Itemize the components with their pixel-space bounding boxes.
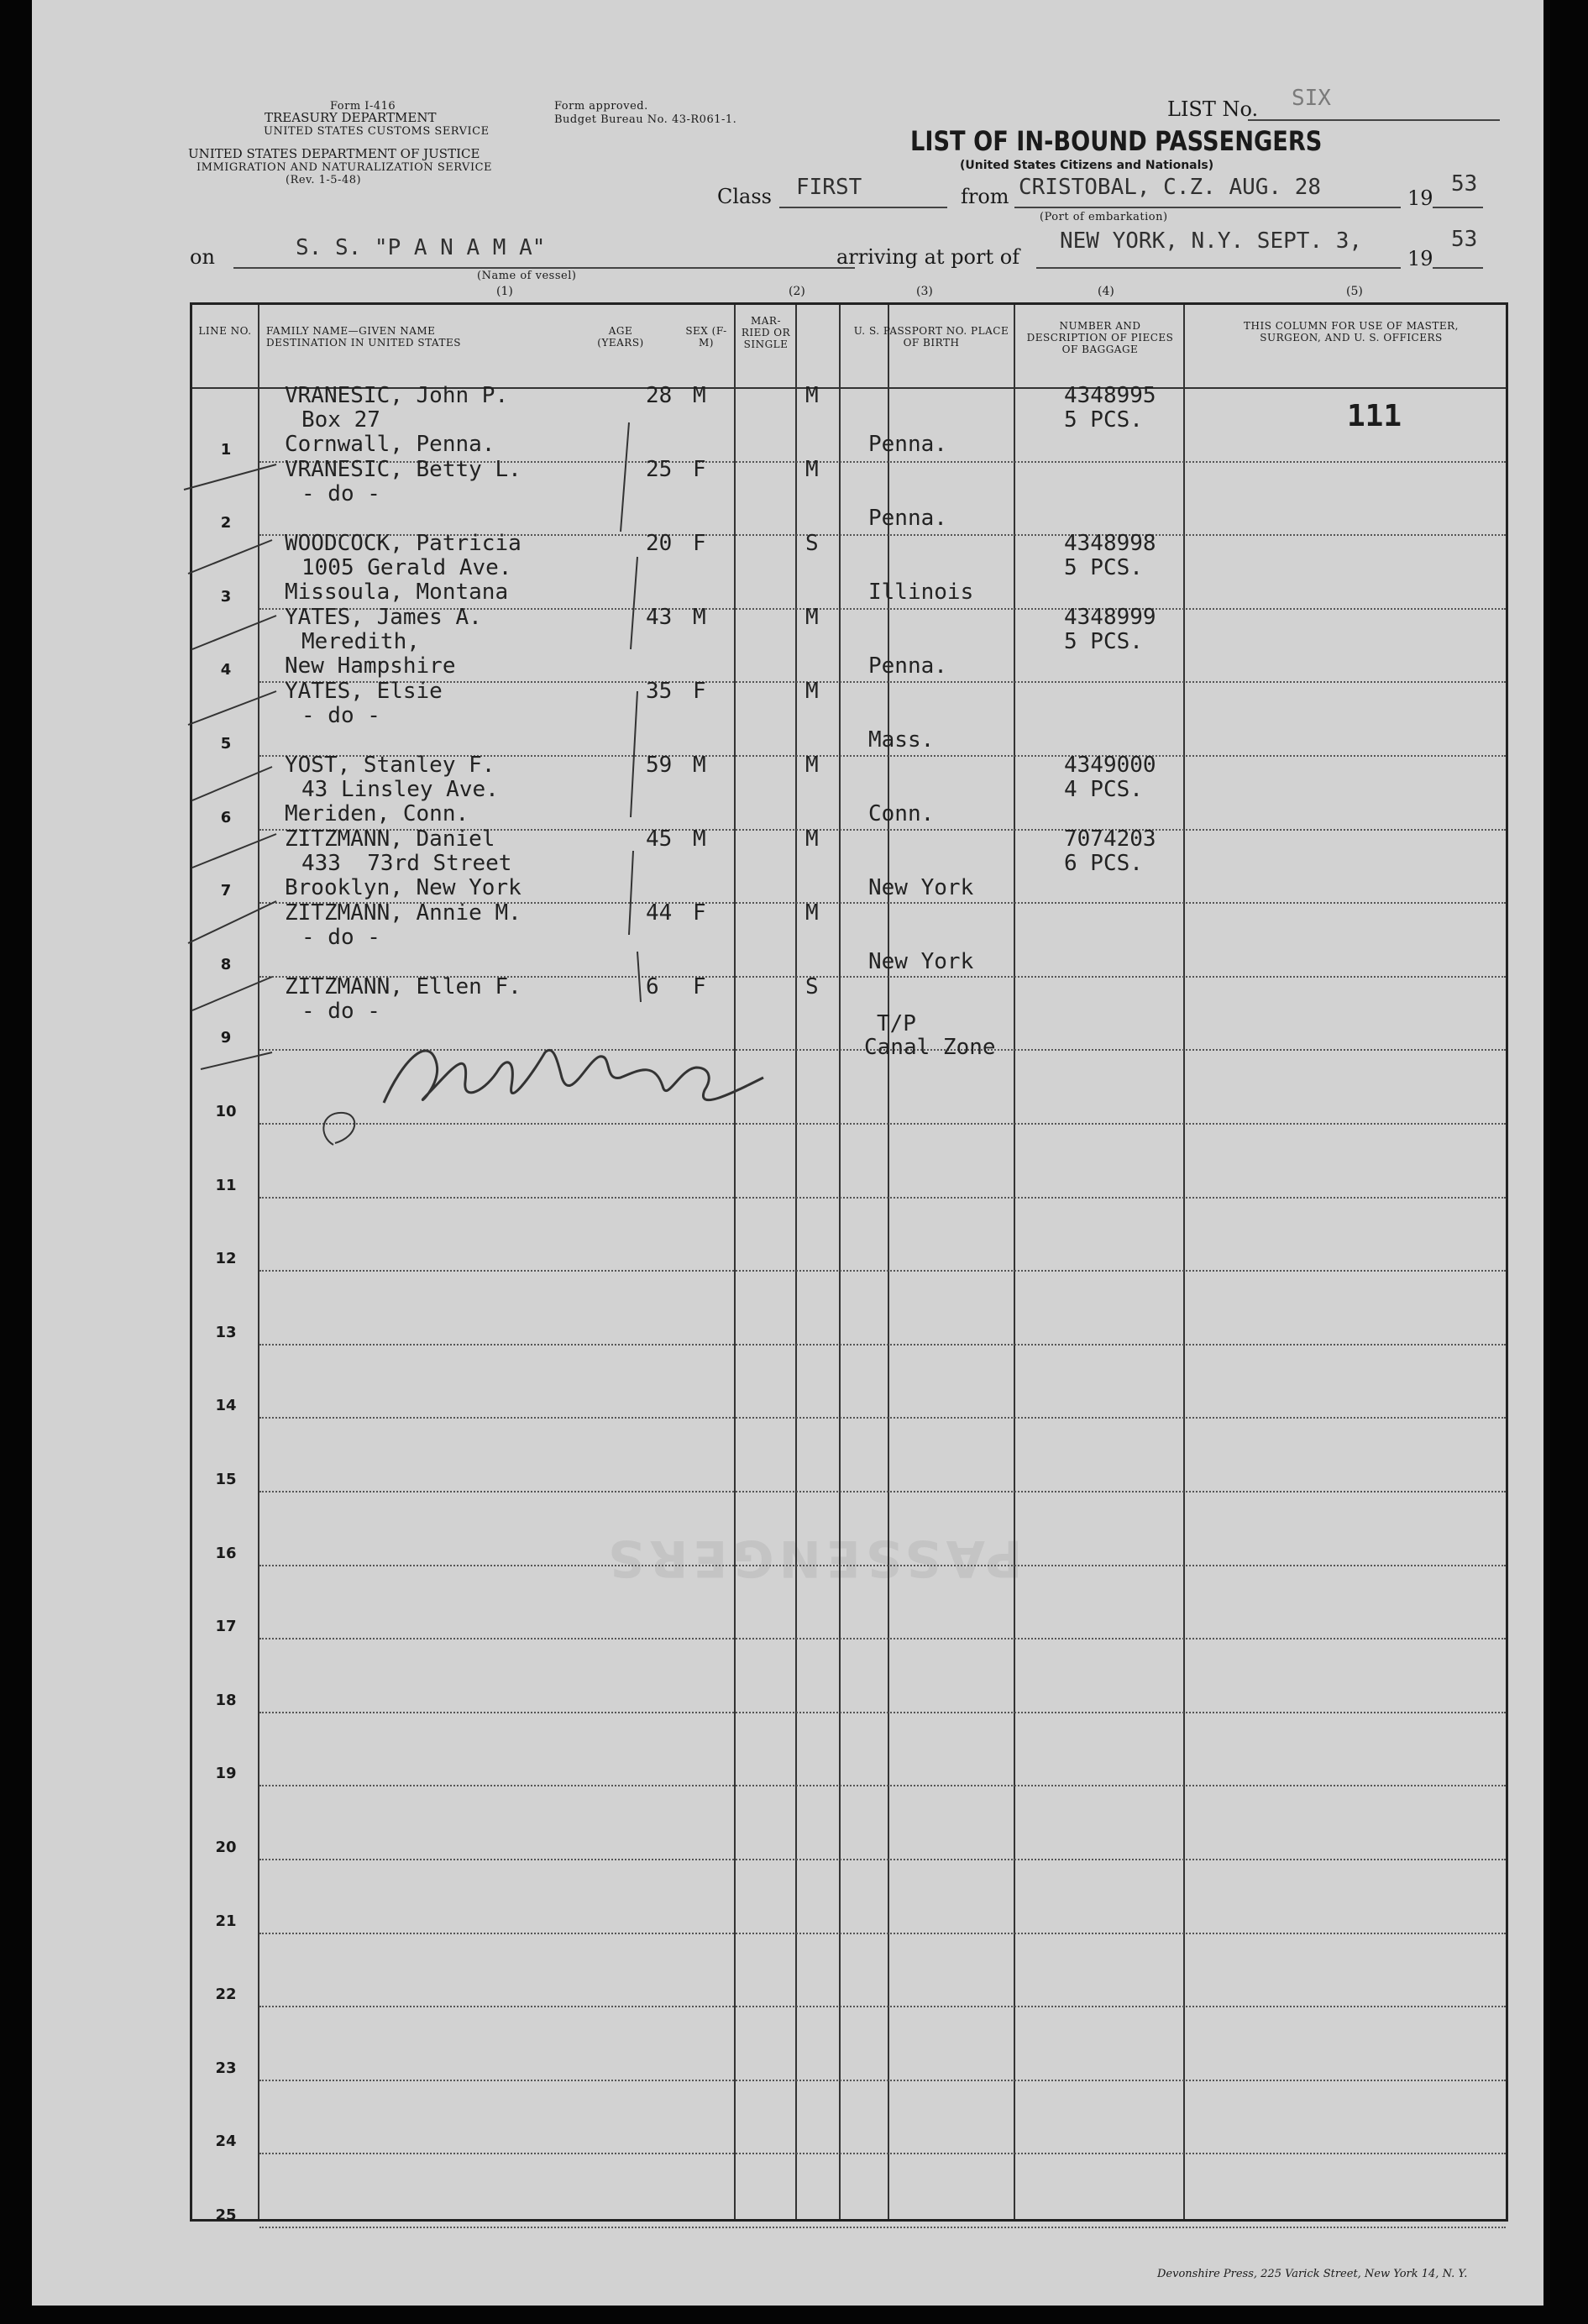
line-number: 25 bbox=[215, 2206, 237, 2224]
passenger-name: VRANESIC, John P. bbox=[285, 383, 509, 408]
passenger-ms: M bbox=[805, 900, 819, 926]
line-number: 3 bbox=[220, 587, 232, 606]
passenger-dest2: Cornwall, Penna. bbox=[285, 432, 495, 457]
passenger-name: ZITZMANN, Ellen F. bbox=[285, 974, 521, 999]
line-number: 18 bbox=[215, 1691, 237, 1709]
col-num-2: (2) bbox=[789, 285, 805, 298]
passenger-bag1: 4348995 bbox=[1064, 383, 1156, 408]
arriving-year-line bbox=[1433, 267, 1483, 269]
passenger-dest2: New Hampshire bbox=[285, 653, 456, 679]
signature bbox=[310, 1010, 898, 1162]
row-rule bbox=[259, 1859, 1506, 1860]
ins-service: IMMIGRATION AND NATURALIZATION SERVICE bbox=[197, 161, 493, 174]
col-sex: SEX (F-M) bbox=[685, 325, 727, 349]
passenger-dest1: Meredith, bbox=[301, 629, 420, 654]
printer-footer: Devonshire Press, 225 Varick Street, New York 14, N. Y. bbox=[1157, 2268, 1468, 2280]
passenger-name: WOODCOCK, Patricia bbox=[285, 531, 521, 556]
official-mark: 111 bbox=[1347, 399, 1402, 433]
passenger-ms: M bbox=[805, 753, 819, 778]
line-number: 21 bbox=[215, 1912, 237, 1930]
passenger-age: 59 bbox=[646, 753, 673, 778]
row-rule bbox=[259, 1565, 1506, 1566]
passenger-birth2: Canal Zone bbox=[864, 1035, 996, 1060]
passenger-dest1: 433 73rd Street bbox=[301, 851, 512, 876]
passenger-sex: F bbox=[693, 974, 706, 999]
passenger-age: 6 bbox=[646, 974, 659, 999]
justice-dept: UNITED STATES DEPARTMENT OF JUSTICE bbox=[188, 146, 480, 161]
passenger-bag1: 4348998 bbox=[1064, 531, 1156, 556]
passenger-birth: New York bbox=[868, 875, 974, 900]
arriving-label: arriving at port of bbox=[836, 245, 1020, 269]
passenger-age: 43 bbox=[646, 605, 673, 630]
passenger-ms: M bbox=[805, 457, 819, 482]
revision-date: (Rev. 1-5-48) bbox=[286, 174, 362, 186]
line-number: 11 bbox=[215, 1176, 237, 1194]
line-number: 15 bbox=[215, 1471, 237, 1488]
line-number: 14 bbox=[215, 1397, 237, 1415]
line-number: 20 bbox=[215, 1839, 237, 1856]
line-number: 22 bbox=[215, 1986, 237, 2004]
from-label: from bbox=[961, 185, 1009, 208]
passenger-bag2: 5 PCS. bbox=[1064, 555, 1143, 580]
row-rule bbox=[259, 2080, 1506, 2081]
passenger-birth: Mass. bbox=[868, 727, 935, 753]
bleed-through: PASSENGERS bbox=[603, 1529, 1023, 1587]
passenger-age: 28 bbox=[646, 383, 673, 408]
passenger-bag2: 5 PCS. bbox=[1064, 629, 1143, 654]
row-rule bbox=[259, 1270, 1506, 1272]
passenger-name: ZITZMANN, Daniel bbox=[285, 826, 495, 852]
passenger-name: YATES, Elsie bbox=[285, 679, 443, 704]
passenger-dest1: - do - bbox=[301, 999, 380, 1024]
passenger-sex: M bbox=[693, 753, 706, 778]
line-number: 10 bbox=[215, 1103, 237, 1120]
passenger-dest1: Box 27 bbox=[301, 407, 380, 433]
arriving-year-prefix: 19 bbox=[1407, 247, 1433, 270]
line-number: 7 bbox=[220, 882, 232, 900]
row-rule bbox=[259, 1933, 1506, 1934]
passenger-name: YOST, Stanley F. bbox=[285, 753, 495, 778]
line-number: 23 bbox=[215, 2059, 237, 2077]
class-value: FIRST bbox=[796, 175, 862, 200]
from-line bbox=[1014, 207, 1401, 208]
page-subtitle: (United States Citizens and Nationals) bbox=[960, 159, 1214, 172]
line-number: 16 bbox=[215, 1544, 237, 1562]
col-age: AGE (YEARS) bbox=[597, 325, 644, 349]
passenger-sex: M bbox=[693, 826, 706, 852]
line-number: 13 bbox=[215, 1323, 237, 1341]
row-rule bbox=[259, 681, 1506, 683]
passenger-sex: F bbox=[693, 457, 706, 482]
row-rule bbox=[259, 1491, 1506, 1493]
passenger-birth: Penna. bbox=[868, 653, 947, 679]
bracket-marks bbox=[612, 414, 663, 1019]
passenger-dest1: 43 Linsley Ave. bbox=[301, 777, 499, 802]
passenger-name: YATES, James A. bbox=[285, 605, 482, 630]
list-no-value: SIX bbox=[1292, 86, 1331, 111]
col-passport-birth: U. S. PASSPORT NO. PLACE OF BIRTH bbox=[853, 325, 1009, 349]
col-name-destination: FAMILY NAME—GIVEN NAME DESTINATION IN UNITED STATES bbox=[266, 325, 461, 349]
col-num-3: (3) bbox=[916, 285, 933, 298]
line-number: 24 bbox=[215, 2133, 237, 2151]
passenger-birth: T/P bbox=[877, 1011, 916, 1036]
line-number: 1 bbox=[220, 440, 232, 459]
form-approved: Form approved. bbox=[554, 100, 648, 113]
passenger-sex: F bbox=[693, 900, 706, 926]
arriving-line bbox=[1036, 267, 1401, 269]
passenger-dest2: Missoula, Montana bbox=[285, 580, 509, 605]
from-value: CRISTOBAL, C.Z. AUG. 28 bbox=[1019, 175, 1322, 200]
passenger-dest1: - do - bbox=[301, 925, 380, 950]
passenger-bag1: 7074203 bbox=[1064, 826, 1156, 852]
row-rule bbox=[259, 1417, 1506, 1419]
passenger-dest1: 1005 Gerald Ave. bbox=[301, 555, 512, 580]
passenger-bag2: 4 PCS. bbox=[1064, 777, 1143, 802]
on-label: on bbox=[190, 245, 215, 269]
line-number: 2 bbox=[220, 514, 232, 532]
passenger-age: 25 bbox=[646, 457, 673, 482]
arriving-value: NEW YORK, N.Y. SEPT. 3, bbox=[1060, 228, 1363, 254]
passenger-sex: F bbox=[693, 531, 706, 556]
form-number: Form I-416 bbox=[330, 100, 396, 113]
passenger-age: 35 bbox=[646, 679, 673, 704]
passenger-bag2: 5 PCS. bbox=[1064, 407, 1143, 433]
passenger-bag2: 6 PCS. bbox=[1064, 851, 1143, 876]
from-year-line bbox=[1433, 207, 1483, 208]
line-number: 8 bbox=[220, 955, 232, 973]
passenger-sex: M bbox=[693, 605, 706, 630]
treasury-dept: TREASURY DEPARTMENT bbox=[265, 110, 437, 125]
from-year-prefix: 19 bbox=[1407, 186, 1433, 210]
row-rule bbox=[259, 1344, 1506, 1346]
passenger-birth: Illinois bbox=[868, 580, 974, 605]
passenger-ms: S bbox=[805, 531, 819, 556]
row-rule bbox=[259, 2153, 1506, 2154]
passenger-birth: Conn. bbox=[868, 801, 935, 826]
passenger-birth: New York bbox=[868, 949, 974, 974]
passenger-ms: M bbox=[805, 383, 819, 408]
line-number: 9 bbox=[220, 1029, 232, 1047]
vessel-line bbox=[233, 267, 855, 269]
col-num-5: (5) bbox=[1346, 285, 1363, 298]
passenger-ms: M bbox=[805, 605, 819, 630]
passenger-list-form bbox=[32, 0, 1543, 2306]
passenger-name: VRANESIC, Betty L. bbox=[285, 457, 521, 482]
arriving-year: 53 bbox=[1451, 227, 1478, 252]
col-officers: THIS COLUMN FOR USE OF MASTER, SURGEON, AND U. S. OFFICERS bbox=[1244, 320, 1459, 344]
passenger-dest1: - do - bbox=[301, 481, 380, 506]
passenger-sex: M bbox=[693, 383, 706, 408]
passenger-ms: S bbox=[805, 974, 819, 999]
passenger-table bbox=[190, 285, 1508, 2224]
vessel-name: S. S. "P A N A M A" bbox=[296, 235, 546, 260]
line-number: 6 bbox=[220, 808, 232, 826]
passenger-ms: M bbox=[805, 679, 819, 704]
line-number: 17 bbox=[215, 1618, 237, 1636]
check-marks bbox=[176, 414, 343, 1086]
passenger-sex: F bbox=[693, 679, 706, 704]
line-number: 12 bbox=[215, 1250, 237, 1268]
col-baggage: NUMBER AND DESCRIPTION OF PIECES OF BAGGAGE bbox=[1026, 320, 1174, 355]
from-year: 53 bbox=[1451, 171, 1478, 197]
row-rule bbox=[259, 1712, 1506, 1713]
passenger-dest2: Meriden, Conn. bbox=[285, 801, 469, 826]
passenger-birth: Penna. bbox=[868, 432, 947, 457]
col-line-no: LINE NO. bbox=[198, 325, 252, 337]
line-number: 5 bbox=[220, 735, 232, 753]
passenger-bag1: 4348999 bbox=[1064, 605, 1156, 630]
col-married: MAR-RIED OR SINGLE bbox=[741, 315, 791, 350]
passenger-age: 45 bbox=[646, 826, 673, 852]
passenger-bag1: 4349000 bbox=[1064, 753, 1156, 778]
row-rule bbox=[259, 1638, 1506, 1639]
row-rule bbox=[259, 2227, 1506, 2228]
class-line bbox=[779, 207, 947, 208]
passenger-name: ZITZMANN, Annie M. bbox=[285, 900, 521, 926]
line-number: 4 bbox=[220, 661, 232, 679]
vessel-note: (Name of vessel) bbox=[477, 270, 577, 282]
row-rule bbox=[259, 2006, 1506, 2007]
line-number: 19 bbox=[215, 1765, 237, 1783]
passenger-age: 20 bbox=[646, 531, 673, 556]
row-rule bbox=[259, 1785, 1506, 1786]
list-no-line bbox=[1248, 119, 1500, 121]
passenger-birth: Penna. bbox=[868, 506, 947, 531]
row-rule bbox=[259, 1197, 1506, 1199]
list-no-label: LIST No. bbox=[1167, 97, 1259, 121]
col-num-4: (4) bbox=[1098, 285, 1114, 298]
passenger-ms: M bbox=[805, 826, 819, 852]
customs-service: UNITED STATES CUSTOMS SERVICE bbox=[264, 125, 490, 138]
passenger-age: 44 bbox=[646, 900, 673, 926]
passenger-dest1: - do - bbox=[301, 703, 380, 728]
class-label: Class bbox=[717, 185, 772, 208]
page-title: LIST OF IN-BOUND PASSENGERS bbox=[910, 125, 1323, 157]
passenger-dest2: Brooklyn, New York bbox=[285, 875, 521, 900]
col-num-1: (1) bbox=[496, 285, 513, 298]
port-embarkation-note: (Port of embarkation) bbox=[1040, 211, 1168, 223]
budget-bureau: Budget Bureau No. 43-R061-1. bbox=[554, 113, 737, 126]
